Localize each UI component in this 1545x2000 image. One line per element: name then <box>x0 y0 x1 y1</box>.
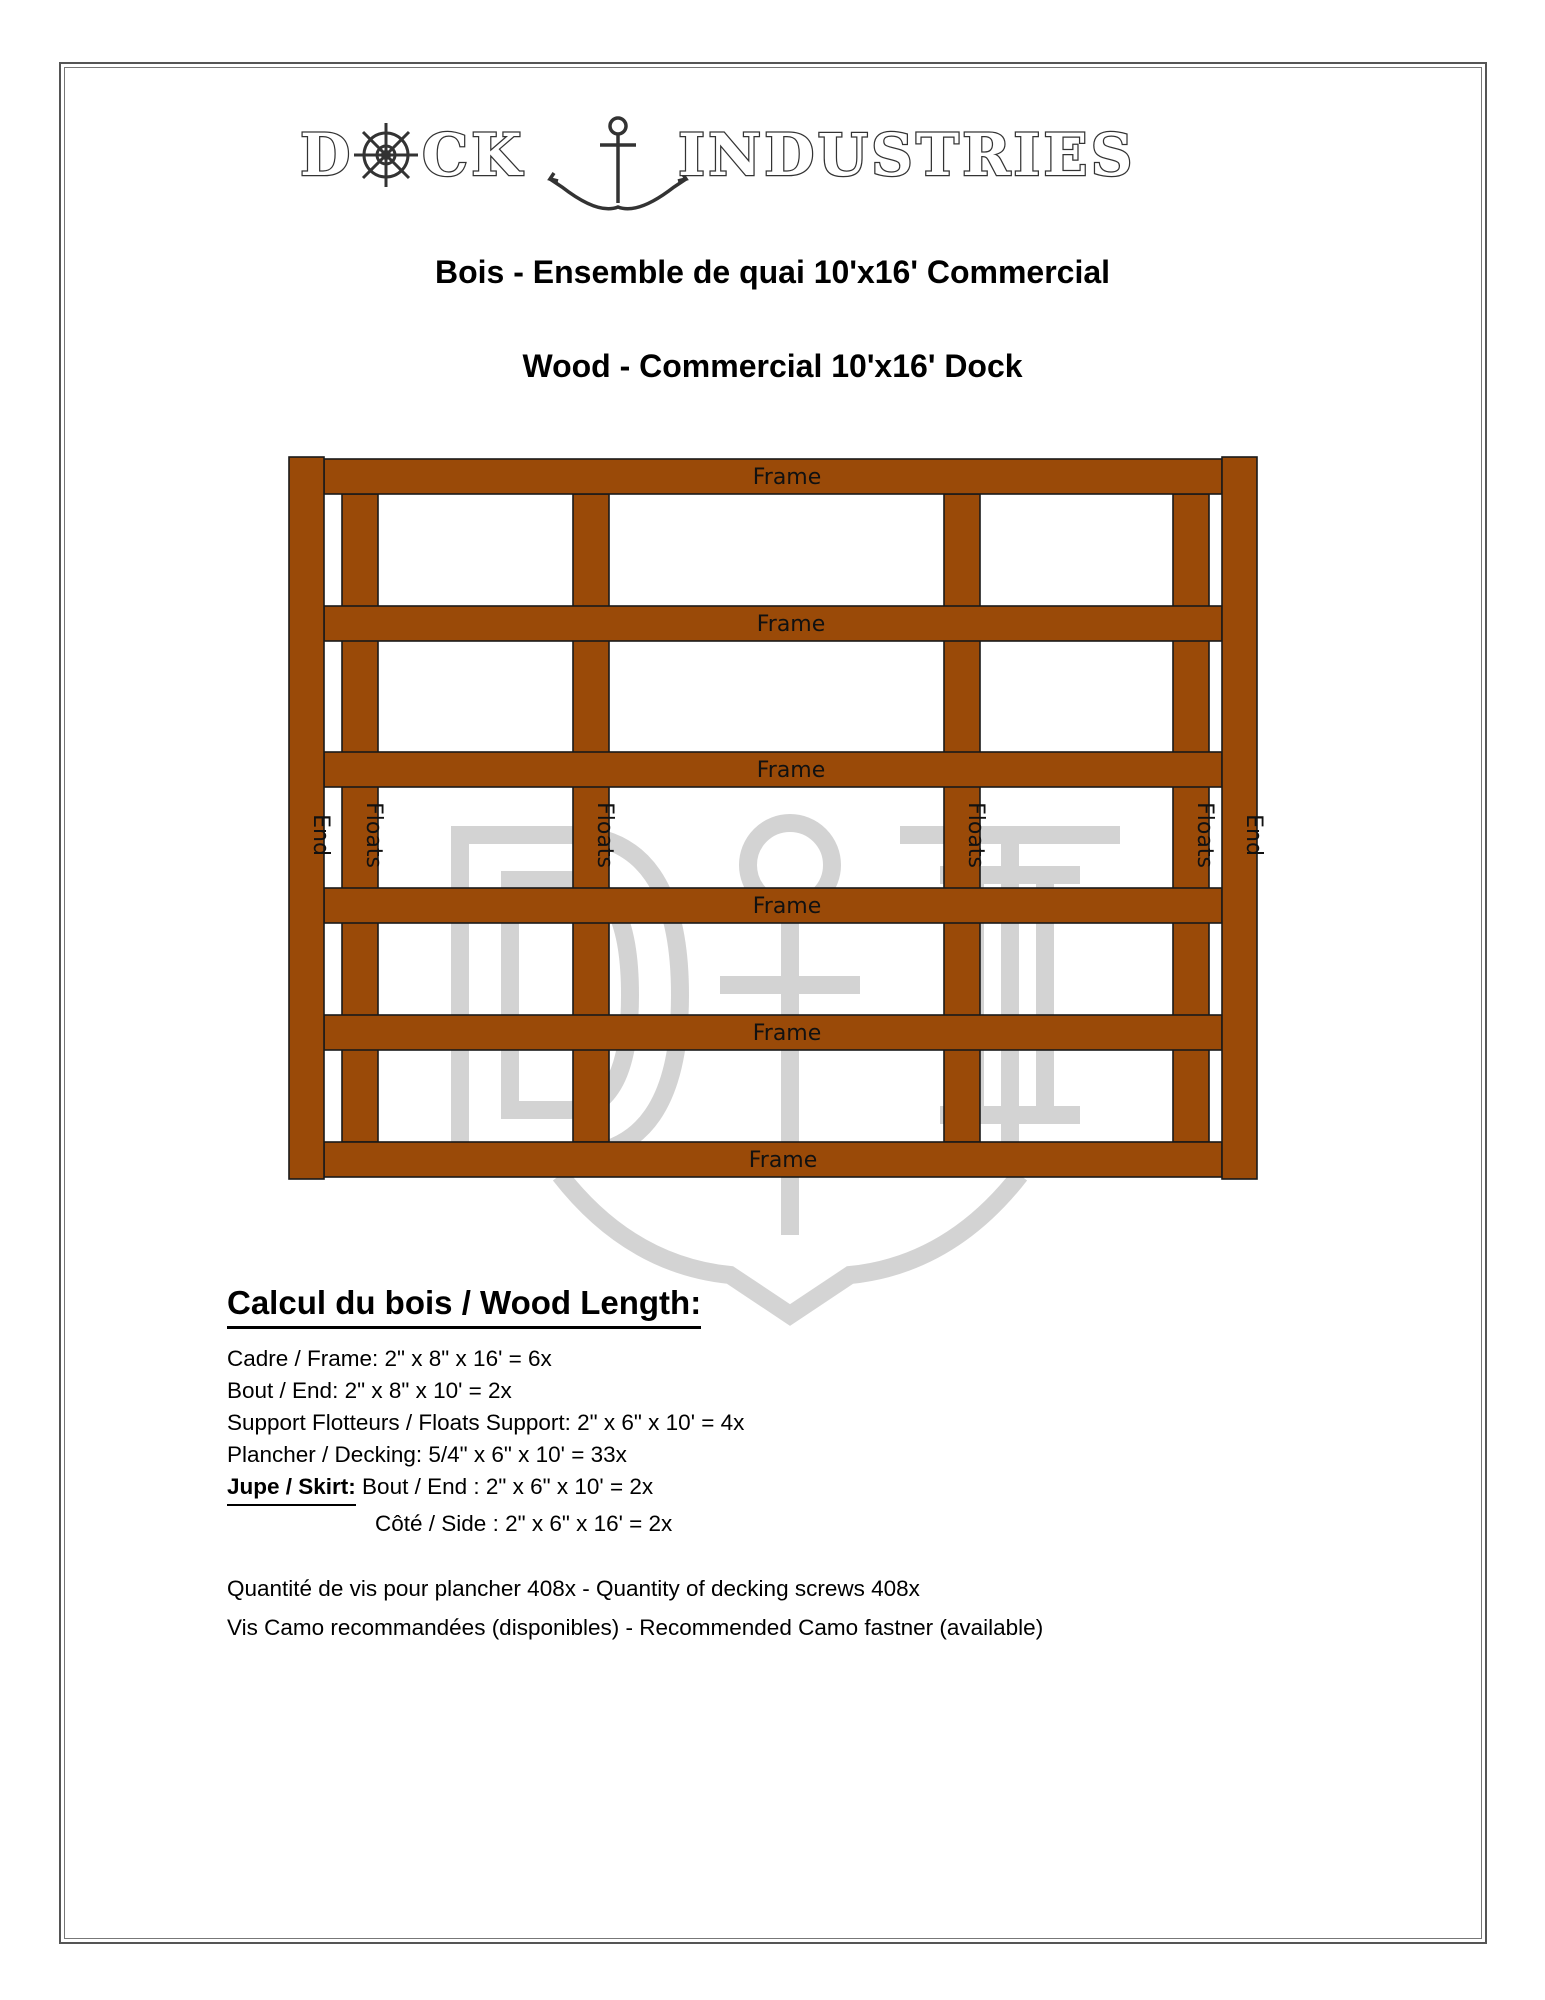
frame-label: Frame <box>752 1021 822 1046</box>
note-screws: Quantité de vis pour plancher 408x - Quantity of decking screws 408x <box>227 1576 920 1601</box>
logo-text-d: D <box>300 121 354 189</box>
logo-text-industries: INDUSTRIES <box>678 121 1136 189</box>
floats-label: Floats <box>592 802 617 868</box>
title-english: Wood - Commercial 10'x16' Dock <box>522 348 1023 384</box>
floats-label: Floats <box>361 802 386 868</box>
logo-text-ck: CK <box>422 121 525 189</box>
floats-label: Floats <box>1192 802 1217 868</box>
ship-wheel-icon <box>354 123 418 187</box>
end-label: End <box>1241 814 1266 856</box>
calc-skirt-end: Bout / End : 2" x 6" x 10' = 2x <box>355 1474 654 1499</box>
floats-label: Floats <box>963 802 988 868</box>
frame-label: Frame <box>752 894 822 919</box>
dock-frame-diagram <box>287 455 1266 1183</box>
frame-label: Frame <box>752 465 822 490</box>
calc-decking: Plancher / Decking: 5/4" x 6" x 10' = 33x <box>227 1442 627 1467</box>
calc-frame: Cadre / Frame: 2" x 8" x 16' = 6x <box>227 1346 552 1371</box>
skirt-label: Jupe / Skirt: <box>227 1473 356 1506</box>
frame-label: Frame <box>756 612 826 637</box>
frame-label: Frame <box>748 1148 818 1173</box>
calc-skirt-row <box>227 1471 744 1506</box>
anchor-icon <box>550 118 686 209</box>
calc-skirt-side: Côté / Side : 2" x 6" x 16' = 2x <box>375 1511 673 1536</box>
note-camo: Vis Camo recommandées (disponibles) - Recommended Camo fastner (available) <box>227 1615 1044 1640</box>
wood-calc-list <box>227 1343 744 1540</box>
calc-end: Bout / End: 2" x 8" x 10' = 2x <box>227 1378 512 1403</box>
calc-floats-support: Support Flotteurs / Floats Support: 2" x 6" x 10' = 4x <box>227 1410 745 1435</box>
end-label: End <box>308 814 333 856</box>
wood-length-heading: Calcul du bois / Wood Length: <box>227 1284 701 1329</box>
notes <box>227 1569 1043 1647</box>
frame-label: Frame <box>756 758 826 783</box>
dock-industries-logo <box>300 115 1245 227</box>
title-french: Bois - Ensemble de quai 10'x16' Commercial <box>434 254 1111 290</box>
